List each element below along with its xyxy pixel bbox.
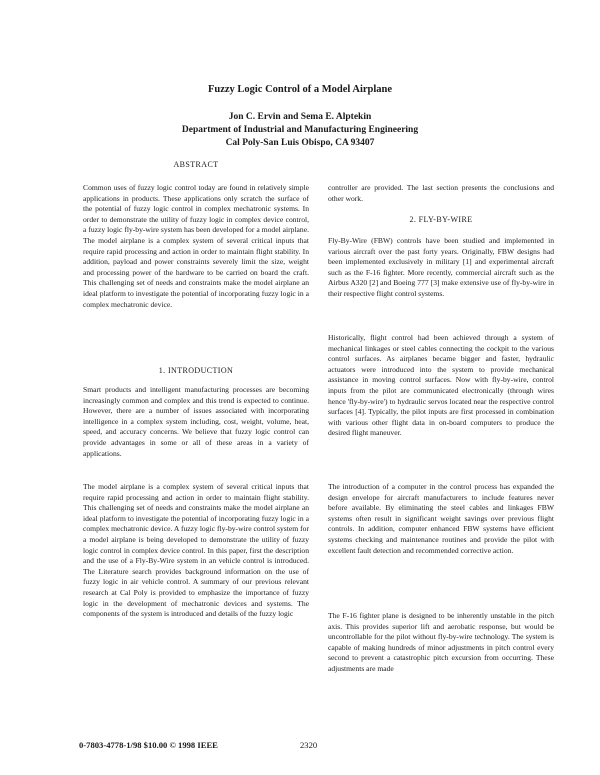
fbw-paragraph-4: The F-16 fighter plane is designed to be inherently unstable in the pitch axis. This provides superior lift and aerobatic response, but would be uncontrollable for the pilot without fly-by-wire technology. The system is capable of making hundreds of minor adjustments in pitch control every second to prevent a catastrophic pitch excursion from occurring. These adjustments are made	[328, 611, 554, 673]
fbw-paragraph-2: Historically, flight control had been achieved through a system of mechanical linkages or steel cables connecting the cockpit to the various control surfaces. As airplanes became bigger and faster, hydraulic actuators were introduced into the system to provide mechanical assistance in moving control surfaces. Now with fly-by-wire, control inputs from the pilot are communicated electronically (through wires hence 'fly-by-wire') to hydraulic servos located near the respective control surfaces [4]. Typically, the pilot inputs are first processed in combination with various other flight data in on-board computers to produce the desired flight maneuver.	[328, 333, 554, 438]
fbw-paragraph-3: The introduction of a computer in the control process has expanded the design envelope for aircraft manufacturers to include features never before available. By eliminating the steel cables and linkages FBW systems often result in significant weight savings over previous flight controls. In addition, computer enhanced FBW systems have efficient systems checking and maintenance routines and provide the pilot with excellent fault detection and recommended corrective action.	[328, 482, 554, 555]
department: Department of Industrial and Manufacturing Engineering	[181, 125, 419, 135]
paper-title: Fuzzy Logic Control of a Model Airplane	[207, 84, 393, 95]
authors: Jon C. Ervin and Sema E. Alptekin	[228, 112, 372, 122]
author-block	[0, 111, 600, 150]
abstract-text: Common uses of fuzzy logic control today are found in relatively simple applications in products. These applications only scratch the surface of the potential of fuzzy logic control in complex mechatronic systems. In order to demonstrate the utility of fuzzy logic in complex device control, a fuzzy logic fly-by-wire system has been developed for a model airplane. The model airplane is a complex system of several critical inputs that require rapid processing and action in order to maintain flight stability. In addition, payload and power constraints severely limit the size, weight and processing power of the hardware to be carried on board the craft. This challenging set of needs and constraints make the model airplane an ideal platform to investigate the potential of incorporating fuzzy logic in a complex mechatronic device.	[83, 183, 309, 309]
abstract-heading: ABSTRACT	[173, 160, 219, 169]
copyright-line: 0-7803-4778-1/98 $10.00 © 1998 IEEE	[79, 740, 218, 750]
intro-paragraph-1: Smart products and intelligent manufacturing processes are becoming increasingly common and complex and this trend is expected to continue. However, there are a number of issues associated with incorporating intelligence in a complex system including, cost, weight, volume, heat, speed, and accuracy concerns. We believe that fuzzy logic control can provide advantages in some or all of these areas in a variety of applications.	[83, 385, 309, 458]
intro-paragraph-2: The model airplane is a complex system of several critical inputs that require rapid processing and action in order to maintain flight stability. This challenging set of needs and constraints make the model airplane an ideal platform to investigate the potential of incorporating fuzzy logic in a complex mechatronic device. A fuzzy logic fly-by-wire control system for a model airplane is being developed to demonstrate the utility of fuzzy logic control in complex device control. In this paper, first the description and the use of a Fly-By-Wire system in an vehicle control is introduced. The Literature search provides background information on the use of fuzzy logic in air vehicle control. A summary of our previous relevant research at Cal Poly is provided to emphasize the importance of fuzzy logic in the development of mechatronic devices and systems. The components of the system is introduced and details of the fuzzy logic	[83, 482, 309, 619]
page-number: 2320	[300, 740, 318, 750]
intro-heading: 1. INTRODUCTION	[158, 366, 234, 375]
fly-by-wire-heading: 2. FLY-BY-WIRE	[409, 215, 473, 224]
affiliation: Cal Poly-San Luis Obispo, CA 93407	[225, 138, 375, 148]
carry-over-text: controller are provided. The last section presents the conclusions and other work.	[328, 183, 554, 203]
fbw-paragraph-1: Fly-By-Wire (FBW) controls have been studied and implemented in various aircraft over the past forty years. Originally, FBW designs had been implemented exclusively in military [1] and experimental aircraft such as the F-16 fighter. More recently, commercial aircraft such as the Airbus A320 [2] and Boeing 777 [3] make extensive use of fly-by-wire in their respective flight control systems.	[328, 236, 554, 298]
